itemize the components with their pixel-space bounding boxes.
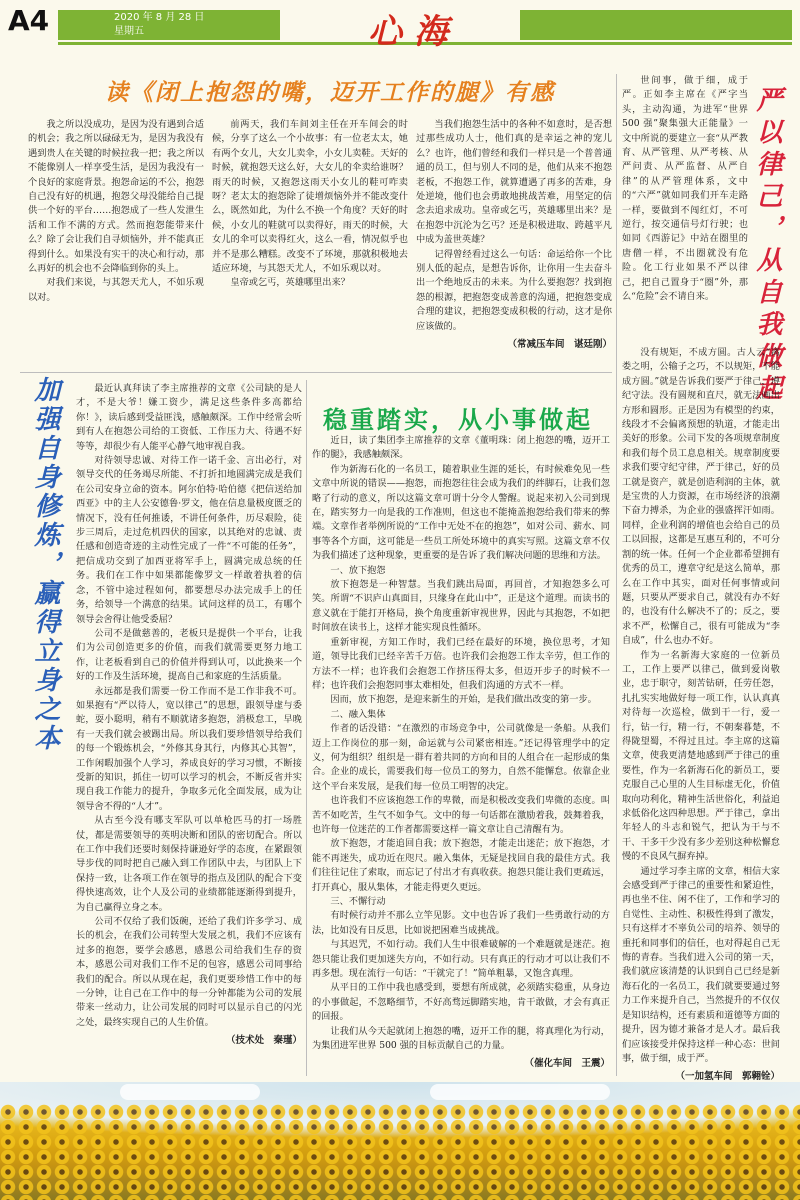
article4-body xyxy=(622,346,780,1083)
article4-title: 严以律己，从自我做起 xyxy=(752,86,782,406)
article2-col xyxy=(76,382,302,1082)
masthead xyxy=(0,0,800,50)
article1-byline: （常减压车间 谌廷刚） xyxy=(507,339,612,351)
article4-para: 作为一名新海大家庭的一位新员工，工作上要严以律己，做到爱岗敬业，忠于职守，刻苦钻研，任劳任怨，扎扎实实地做好每一项工作，认认真真对待每一次巡检，做到干一行，爱一行，钻一行，精一行，不朝秦暮楚，不得陇望蜀，不得过且过。李主席的这篇文章，使我更清楚地感到严于律己的重要性，作为一名新海石化的新员工，要克服自己心里的人生目标虚无化，价值取向功利化，精神生活世俗化，利益追求低俗化这四种思想。严于律己，拿出年轻人的斗志和锐气，把认为干与不干、干多干少没有多少差别这种松懈怠慢的不良风气摒弃掉。 xyxy=(622,649,780,863)
page-number: A4 xyxy=(8,4,50,37)
article1-col3 xyxy=(416,118,612,370)
divider-h xyxy=(20,372,612,373)
article3-title: 稳重踏实，从小事做起 xyxy=(323,406,593,434)
article3-col xyxy=(312,434,610,1082)
article3-para: 重新审视，方知工作时，我们已经在最好的环境，换位思考，才知道，领导比我们已经辛苦千万倍。也许我们会抱怨工作太辛劳，但工作的方法不一样；也许我们会抱怨工作挤压得太多，但迈开步子的时候不一样；也许我们会抱怨同事太难相处，但我们沟通的方式不一样。 xyxy=(312,636,610,691)
article1-para: 当我们抱怨生活中的各种不如意时，是否想过那些成功人士，他们真的是幸运之神的宠儿么？也许，他们曾经和我们一样只是一个普普通通的员工，但与别人不同的是，他们从来不抱怨老板，不抱怨工作，就算遭遇了再多的苦难，身处逆境，他们也会勇敢地挑战苦难，用坚定的信念去追求成功。皇帝或乞丐，英雄哪里出来？是在抱怨中沉沦为乞丐？还是积极进取、跨越平凡中成为盖世英雄？ xyxy=(416,119,612,246)
article3-para: 二、融入集体 xyxy=(330,708,386,720)
article1-col1 xyxy=(28,118,204,366)
article3-para: 与其迟咒，不如行动。我们人生中很难破解的一个难题就是迷茫。抱怨只能让我们更加迷失方向，不如行动。只有真正的行动才可以让我们不再多想。现在流行一句话：“干就完了！”简单粗暴，又饱含真理。 xyxy=(312,939,610,980)
article3-para: 因而，放下抱怨，是迎来新生的开始，是我们做出改变的第一步。 xyxy=(330,694,597,706)
article3-para: 从平日的工作中我也感受到，要想有所成就，必须踏实稳重，从身边的小事做起，不忽略细节，不好高骛远脚踏实地，肯干敢做，才会有真正的回报。 xyxy=(312,982,610,1023)
article2-para: 对待领导忠诚、对待工作一诺千金、言出必行，对领导交代的任务竭尽所能、不打折扣地圆满完成是我们在公司安身立命的资本。阿尔伯特·哈伯德《把信送给加西亚》中的主人公安德鲁·罗文，他在信息量极度匮乏的情况下，没有任何推诿，不讲任何条件，历尽艰险，徒步三周后，走过危机四伏的国家，以其绝对的忠诚、责任感和创造奇迹的主动性完成了一件“不可能的任务”，把信成功交到了加西亚将军手上，圆满完成总统的任务。我们在工作中如果都能像罗文一样敢着执着的信念，不管中途过程如何，都要想尽办法完成手上的任务，给领导一个满意的结果。试问这样的员工，有哪个领导会舍得让他受委屈？ xyxy=(76,455,302,625)
article4-top xyxy=(622,74,748,344)
article4-byline: （一加氢车间 郭翱铨） xyxy=(675,1071,780,1083)
article3-para: 一、放下抱怨 xyxy=(330,564,386,576)
article3-para: 作为新海石化的一名员工，随着职业生涯的延长，有时候难免见一些文章中所说的错误——抱怨，而抱怨往往会成为我们的绊脚石，让我们忽略了行动的意义，所以这篇文章可谓十分令人警醒。说起来初入公司到现在，踏实努力一向是我的工作准则，但这也不能掩盖抱怨给我们带来的弊端。文章作者举例所说的“工作中无处不在的抱怨”，如对公司、薪水、同事等各个方面，这可能是一些员工所处环境中的真实写照。这篇文章不仅为我们描述了这种现象，更重要的是告诉了我们解决问题的思维和方法。 xyxy=(312,463,610,562)
article1-para: 我之所以没成功，是因为没有遇到合适的机会；我之所以碌碌无为，是因为我没有遇到贵人在关键的时候拉我一把；我之所以不能像别人一样享受生活，是因为我没有一个良好的家庭背景。抱怨命运的不公，抱怨自己没有好的机遇，抱怨父母没能给自己提供一个好的平台……抱怨成了一些人发泄生活和工作不满的方式。然而抱怨能带来什么？除了会让我们自寻烦恼外，并不能真正得到什么。如果没有实干的决心和行动，那么再好的机会也不会降临到你的头上。 xyxy=(28,119,204,275)
article1-para: 记得曾经看过这么一句话：命运给你一个比别人低的起点，是想告诉你，让你用一生去奋斗出一个绝地反击的未来。为什么要抱怨？找到抱怨的根源，把抱怨变成善意的沟通，把抱怨变成合理的建议，把抱怨变成积极的行动，这才是你应该做的。 xyxy=(416,248,612,332)
article1-title: 读《闭上抱怨的嘴，迈开工作的腿》有感 xyxy=(105,80,555,106)
article3-para: 放下抱怨是一种智慧。当我们跳出局面，再回首，才知抱怨多么可笑。所谓“不识庐山真面目，只缘身在此山中”，正是这个道理。而读书的意义就在于能打开格局，换个角度重新审视世界，因此与其抱怨，不如把时间放在读书上，这样才能实现良性循环。 xyxy=(312,579,610,634)
section-logo: 心海 xyxy=(368,12,460,52)
article3-para: 近日，读了集团李主席推荐的文章《董明珠：闭上抱怨的嘴，迈开工作的腿》，我感触颇深。 xyxy=(312,435,610,461)
article3-para: 让我们从今天起就闭上抱怨的嘴，迈开工作的腿，将真理化为行动，为集团进军世界 500 强的目标贡献自己的力量。 xyxy=(312,1025,610,1052)
issue-weekday: 星期五 xyxy=(114,26,144,37)
divider-v xyxy=(616,74,617,1076)
article1-para: 皇帝或乞丐，英雄哪里出来？ xyxy=(230,277,350,289)
cloud-decoration xyxy=(430,1084,610,1100)
article3-para: 有时候行动并不那么立竿见影。文中也告诉了我们一些勇敢行动的方法，比如没有日反思，比如说把困难当成挑战。 xyxy=(312,910,610,936)
article1-para: 对我们来说，与其怨天尤人，不如乐观以对。 xyxy=(28,277,204,303)
article3-byline: （催化车间 王震） xyxy=(524,1058,610,1070)
article3-para: 三、不懈行动 xyxy=(330,896,386,907)
sunflower-field-image xyxy=(0,1082,800,1200)
article3-para: 放下抱怨，才能追回自我；放下抱怨，才能走出迷茫；放下抱怨，才能不再迷失，成功近在咫尺。融入集体，无疑是找回自我的最佳方式。我们往往记住了索取，而忘记了付出才有真收获。抱怨只能让我们更疏远，打开真心，服从集体，才能走得更久更远。 xyxy=(312,838,610,893)
article2-para: 永远都是我们需要一份工作而不是工作非我不可。如果抱有“严以待人，宽以律己”的思想，跟领导虚与委蛇，耍小聪明，稍有不顺就诸多抱怨，消极怠工，早晚有一天我们就会被踢出局。所以我们要珍惜领导给我们的每一个锻炼机会，“外修其身其行，内修其心其智”，工作闲暇加强个人学习，养成良好的学习习惯，不断接受新的知识，抓住一切可以学习的机会，不断反省并实现自我工作能力的提升，争取多元化全面发展，成为让领导舍不得的“人才”。 xyxy=(76,685,302,812)
header-band xyxy=(520,10,792,40)
article4-para: 世间事，做于细，成于严。正如李主席在《严字当头，主动沟通，为进军“世界 500 强”聚集强大正能量》一文中所说的要建立一套“从严教育、从严管理、从严考核、从严问责、从严监督、从严自律”的从严管理体系，文中的“六严”就如同我们开车走路一样，要做到不闯红灯，不可逆行，按交通信号灯行驶；也如同《西游记》中站在圈里的唐僧一样，不出圈就没有危险。化工行业如果不严以律己，把自己置身于“圈”外，那么“危险”会不请自来。 xyxy=(622,75,748,303)
article3-para: 也许我们不应该抱怨工作的卑微，而是积极改变我们卑微的态度。叫苦不如吃苦，生气不如争气。文中的每一句话都在激励着我，鼓舞着我，也许每一位迷茫的工作者都需要这样一篇文章让自己清醒有为。 xyxy=(312,795,610,835)
article2-para: 最近认真拜读了李主席推荐的文章《公司缺的是人才，不是大爷！嫌工资少，满足这些条件多高都给你！》，读后感到受益匪浅，感触颇深。工作中经常会听到有人在抱怨公司给的工资低、工作压力大、待遇不好等等，却很少有人能平心静气地审视自我。 xyxy=(76,383,302,452)
divider-v2 xyxy=(306,380,307,1076)
article2-byline: （技术处 秦瑾） xyxy=(225,1035,302,1047)
article2-para: 公司不仅给了我们饭碗，还给了我们许多学习、成长的机会，在我们公司转型大发展之机，我们不应该有过多的抱怨，要学会感恩，感恩公司给我们生存的资本，感恩公司对我们工作不足的包容，感恩公司同事给我们的配合。所以从现在起，我们更要珍惜工作中的每一分钟，让自己在工作中的每一分钟都能为公司的发展带来一丝动力，让公司发展的同时可以显示自己的闪光之处，最终实现自己的人生价值。 xyxy=(76,916,302,1028)
article2-title: 加强自身修炼，赢得立身之本 xyxy=(30,376,60,753)
cloud-decoration xyxy=(120,1084,260,1100)
date-band xyxy=(58,10,280,40)
article4-para: 没有规矩，不成方圆。古人云“离娄之明，公输子之巧，不以规矩，不能成方圆。”就是告诉我们要严于律己，遵纪守法。没有圆规和直尺，就无法画出方形和圆形。正是因为有模型的约束，线段才不会偏离预想的轨道，才能走出美好的形象。公司下发的各项规章制度和我们每个员工息息相关。规章制度要求我们要守纪守律，严于律己，好的员工就是资产，就是创造利润的主体，就是宝贵的人力资源，在市场经济的浪潮下奋力搏杀，为企业的强盛挥汗如雨。同样，企业利润的增值也会给自己的员工以回报，这都是互惠互利的，不可分割的统一体。任何一个企业都希望拥有优秀的员工，遵章守纪是这么简单，那么在工作中其实，面对任何事情或问题，只要从严要求自己，就没有办不好的，也没有什么解决不了的；反之，要求不严，松懈自己，很有可能成为“李自成”，什么也办不好。 xyxy=(622,347,780,647)
article2-para: 公司不是做慈善的，老板只是提供一个平台，让我们为公司创造更多的价值，而我们就需要更努力地工作，让老板看到自己的价值并得到认可，以此换来一个好的工作及生活环境，提高自己和家庭的生活质量。 xyxy=(76,627,302,683)
article1-col2 xyxy=(212,118,408,366)
article2-para: 从古至今没有哪支军队可以单枪匹马的打一场胜仗，都是需要领导的英明决断和团队的密切配合。所以在工作中我们还要时刻保持谦逊好学的态度，在紧跟领导步伐的同时把自己融入到工作团队中去，与团队上下保持一致，让各项工作在领导的指点及团队的配合下变得快速高效，让个人及公司的业绩都能逐渐得到提升，为自己赢得立身之本。 xyxy=(76,815,302,913)
article3-para: 作者的话没错：“在激烈的市场竞争中，公司就像是一条船。从我们迈上工作岗位的那一刻，命运就与公司紧密相连。”还记得管理学中的定义，何为组织？组织是一群有着共同的方向和目的人组合在一起形成的集合。企业的成长，需要我们每一位员工的努力，自然不能懈怠。依靠企业这个平台来发展，是我们每一位员工明智的决定。 xyxy=(312,723,610,792)
article1-para: 前两天，我们车间刘主任在开车间会的时候，分享了这么一个小故事：有一位老太太，她有两个女儿，大女儿卖伞，小女儿卖鞋。天好的时候，就抱怨天这么好，大女儿的伞卖给谁呀？雨天的时候，又抱怨这雨天小女儿的鞋可咋卖呀？老太太的抱怨除了徒增烦恼外并不能改变什么，既然如此，为什么不换一个角度？天好的时候，小女儿的鞋就可以卖得好，雨天的时候，大女儿的伞可以卖得红火，这么一看，情况似乎也并不是那么糟糕。改变不了环境，那就积极地去适应环境，与其怨天尤人，不如乐观以对。 xyxy=(212,119,408,275)
article4-para: 通过学习李主席的文章，相信大家会感受到严于律己的重要性和紧迫性，再也坐不住、闲不住了，工作和学习的自觉性、主动性、积极性得到了激发，只有这样才不辜负公司的培养、领导的重托和同事们的信任，也对得起自己无悔的青春。当我们进入公司的第一天，我们就应该清楚的认识到自己已经是新海石化的一名员工，我们就要要通过努力工作来提升自己，当然提升的不仅仅是知识结构，还有素质和道德等方面的提升，因为德才兼备才是人才。最后我们应该接受并保持这样一种心态：世间事，做于细，成于严。 xyxy=(622,865,780,1064)
issue-date: 2020 年 8 月 28 日 xyxy=(114,12,205,23)
